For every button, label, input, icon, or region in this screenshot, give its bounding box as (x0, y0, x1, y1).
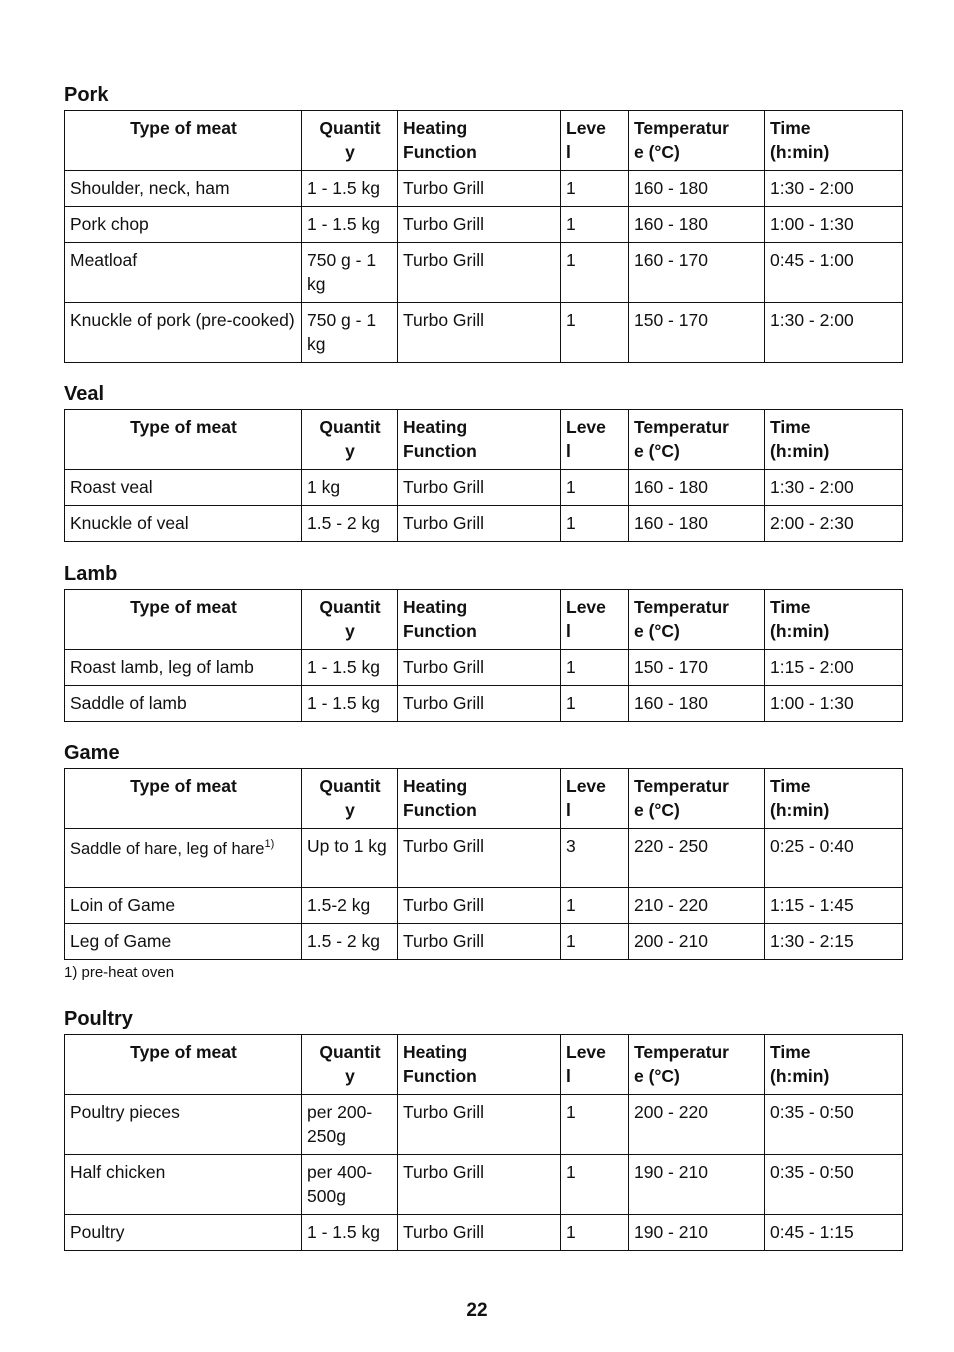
cell-function: Turbo Grill (398, 924, 561, 960)
cell-quantity: per 200-250g (302, 1095, 398, 1155)
section-poultry (64, 1006, 902, 1251)
cell-function: Turbo Grill (398, 888, 561, 924)
section-title: Pork (64, 84, 109, 106)
cell-function: Turbo Grill (398, 303, 561, 363)
cell-function: Turbo Grill (398, 506, 561, 542)
cell-time: 1:30 - 2:00 (765, 470, 903, 506)
header-temperature: Temperatur e (°C) (629, 769, 765, 829)
cell-level: 1 (561, 171, 629, 207)
cell-level: 3 (561, 829, 629, 888)
header-level: Leve l (561, 590, 629, 650)
cell-time: 1:15 - 2:00 (765, 650, 903, 686)
table-row (65, 888, 903, 924)
header-heating-function: Heating Function (398, 111, 561, 171)
cell-type: Knuckle of pork (pre-cooked) (65, 303, 302, 363)
header-temperature: Temperatur e (°C) (629, 590, 765, 650)
section-lamb (64, 561, 902, 722)
cell-quantity: 750 g - 1 kg (302, 243, 398, 303)
cell-type: Saddle of hare, leg of hare$^{1)}$ (65, 829, 302, 888)
header-level: Leve l (561, 111, 629, 171)
cell-temperature: 160 - 180 (629, 686, 765, 722)
cell-time: 0:45 - 1:15 (765, 1215, 903, 1251)
cell-quantity: 1 - 1.5 kg (302, 1215, 398, 1251)
header-type: Type of meat (65, 769, 302, 829)
header-time: Time (h:min) (765, 111, 903, 171)
table-row (65, 243, 903, 303)
cell-level: 1 (561, 470, 629, 506)
cell-level: 1 (561, 1155, 629, 1215)
header-temperature: Temperatur e (°C) (629, 111, 765, 171)
section-pork (64, 82, 902, 363)
cell-type: Roast veal (65, 470, 302, 506)
table-row (65, 470, 903, 506)
cell-type: Half chicken (65, 1155, 302, 1215)
header-quantity: Quantit y (302, 590, 398, 650)
section-title: Poultry (64, 1008, 133, 1030)
table-row (65, 924, 903, 960)
cell-level: 1 (561, 303, 629, 363)
cell-quantity: 750 g - 1 kg (302, 303, 398, 363)
table-row (65, 207, 903, 243)
cell-level: 1 (561, 506, 629, 542)
cell-temperature: 160 - 180 (629, 171, 765, 207)
header-heating-function: Heating Function (398, 1035, 561, 1095)
cell-type: Roast lamb, leg of lamb (65, 650, 302, 686)
cell-temperature: 150 - 170 (629, 650, 765, 686)
cell-temperature: 220 - 250 (629, 829, 765, 888)
cell-quantity: 1.5-2 kg (302, 888, 398, 924)
cell-quantity: 1.5 - 2 kg (302, 506, 398, 542)
header-time: Time (h:min) (765, 1035, 903, 1095)
footnote: 1) pre-heat oven (64, 964, 175, 981)
cell-type: Pork chop (65, 207, 302, 243)
cell-type: Knuckle of veal (65, 506, 302, 542)
footnote-marker: 1) (264, 838, 275, 850)
cell-function: Turbo Grill (398, 650, 561, 686)
section-title: Game (64, 742, 120, 764)
header-quantity: Quantit y (302, 1035, 398, 1095)
cell-level: 1 (561, 924, 629, 960)
cell-time: 0:35 - 0:50 (765, 1155, 903, 1215)
table-row (65, 506, 903, 542)
cell-quantity: per 400-500g (302, 1155, 398, 1215)
cell-temperature: 200 - 220 (629, 1095, 765, 1155)
table-header-row (65, 590, 903, 650)
cell-time: 1:00 - 1:30 (765, 207, 903, 243)
cell-type: Leg of Game (65, 924, 302, 960)
table-row (65, 1215, 903, 1251)
header-time: Time (h:min) (765, 769, 903, 829)
cell-type: Saddle of lamb (65, 686, 302, 722)
cell-level: 1 (561, 686, 629, 722)
header-quantity: Quantit y (302, 769, 398, 829)
cell-time: 0:35 - 0:50 (765, 1095, 903, 1155)
cell-level: 1 (561, 1095, 629, 1155)
header-level: Leve l (561, 410, 629, 470)
cell-temperature: 210 - 220 (629, 888, 765, 924)
roasting-table (64, 1034, 903, 1251)
table-row (65, 1155, 903, 1215)
roasting-table (64, 110, 903, 363)
page-number: 22 (466, 1300, 488, 1321)
header-heating-function: Heating Function (398, 410, 561, 470)
cell-quantity: 1 - 1.5 kg (302, 207, 398, 243)
cell-function: Turbo Grill (398, 686, 561, 722)
header-type: Type of meat (65, 410, 302, 470)
cell-type: Poultry pieces (65, 1095, 302, 1155)
header-type: Type of meat (65, 111, 302, 171)
cell-type: Meatloaf (65, 243, 302, 303)
cell-level: 1 (561, 207, 629, 243)
cell-temperature: 190 - 210 (629, 1215, 765, 1251)
cell-function: Turbo Grill (398, 1215, 561, 1251)
table-header-row (65, 1035, 903, 1095)
cell-function: Turbo Grill (398, 243, 561, 303)
header-quantity: Quantit y (302, 111, 398, 171)
cell-level: 1 (561, 243, 629, 303)
cell-function: Turbo Grill (398, 1155, 561, 1215)
header-quantity: Quantit y (302, 410, 398, 470)
cell-quantity: 1 - 1.5 kg (302, 650, 398, 686)
table-header-row (65, 410, 903, 470)
cell-type: Poultry (65, 1215, 302, 1251)
cell-temperature: 160 - 180 (629, 207, 765, 243)
header-heating-function: Heating Function (398, 590, 561, 650)
cell-function: Turbo Grill (398, 171, 561, 207)
table-header-row (65, 769, 903, 829)
cell-quantity: 1 - 1.5 kg (302, 171, 398, 207)
roasting-table (64, 589, 903, 722)
cell-temperature: 160 - 180 (629, 506, 765, 542)
cell-temperature: 160 - 180 (629, 470, 765, 506)
header-time: Time (h:min) (765, 590, 903, 650)
table-row (65, 303, 903, 363)
cell-level: 1 (561, 650, 629, 686)
cell-temperature: 190 - 210 (629, 1155, 765, 1215)
cell-temperature: 150 - 170 (629, 303, 765, 363)
header-temperature: Temperatur e (°C) (629, 410, 765, 470)
table-row (65, 1095, 903, 1155)
header-type: Type of meat (65, 1035, 302, 1095)
roasting-table (64, 768, 903, 960)
cell-quantity: 1 kg (302, 470, 398, 506)
cell-function: Turbo Grill (398, 207, 561, 243)
cell-time: 0:25 - 0:40 (765, 829, 903, 888)
cell-level: 1 (561, 1215, 629, 1251)
cell-temperature: 160 - 170 (629, 243, 765, 303)
cell-quantity: 1 - 1.5 kg (302, 686, 398, 722)
cell-function: Turbo Grill (398, 470, 561, 506)
section-title: Veal (64, 383, 105, 405)
header-heating-function: Heating Function (398, 769, 561, 829)
header-level: Leve l (561, 769, 629, 829)
cell-time: 1:30 - 2:00 (765, 303, 903, 363)
header-temperature: Temperatur e (°C) (629, 1035, 765, 1095)
header-time: Time (h:min) (765, 410, 903, 470)
cell-level: 1 (561, 888, 629, 924)
cell-time: 0:45 - 1:00 (765, 243, 903, 303)
roasting-table (64, 409, 903, 542)
cell-function: Turbo Grill (398, 829, 561, 888)
cell-time: 1:00 - 1:30 (765, 686, 903, 722)
section-title: Lamb (64, 563, 118, 585)
cell-type: Loin of Game (65, 888, 302, 924)
cell-function: Turbo Grill (398, 1095, 561, 1155)
cell-quantity: 1.5 - 2 kg (302, 924, 398, 960)
cell-time: 1:30 - 2:00 (765, 171, 903, 207)
cell-time: 2:00 - 2:30 (765, 506, 903, 542)
cell-quantity: Up to 1 kg (302, 829, 398, 888)
table-row (65, 686, 903, 722)
table-row (65, 650, 903, 686)
section-veal (64, 381, 902, 542)
header-level: Leve l (561, 1035, 629, 1095)
table-header-row (65, 111, 903, 171)
table-row (65, 829, 903, 888)
table-row (65, 171, 903, 207)
cell-temperature: 200 - 210 (629, 924, 765, 960)
cell-type: Shoulder, neck, ham (65, 171, 302, 207)
cell-time: 1:15 - 1:45 (765, 888, 903, 924)
cell-time: 1:30 - 2:15 (765, 924, 903, 960)
header-type: Type of meat (65, 590, 302, 650)
section-game (64, 740, 902, 981)
